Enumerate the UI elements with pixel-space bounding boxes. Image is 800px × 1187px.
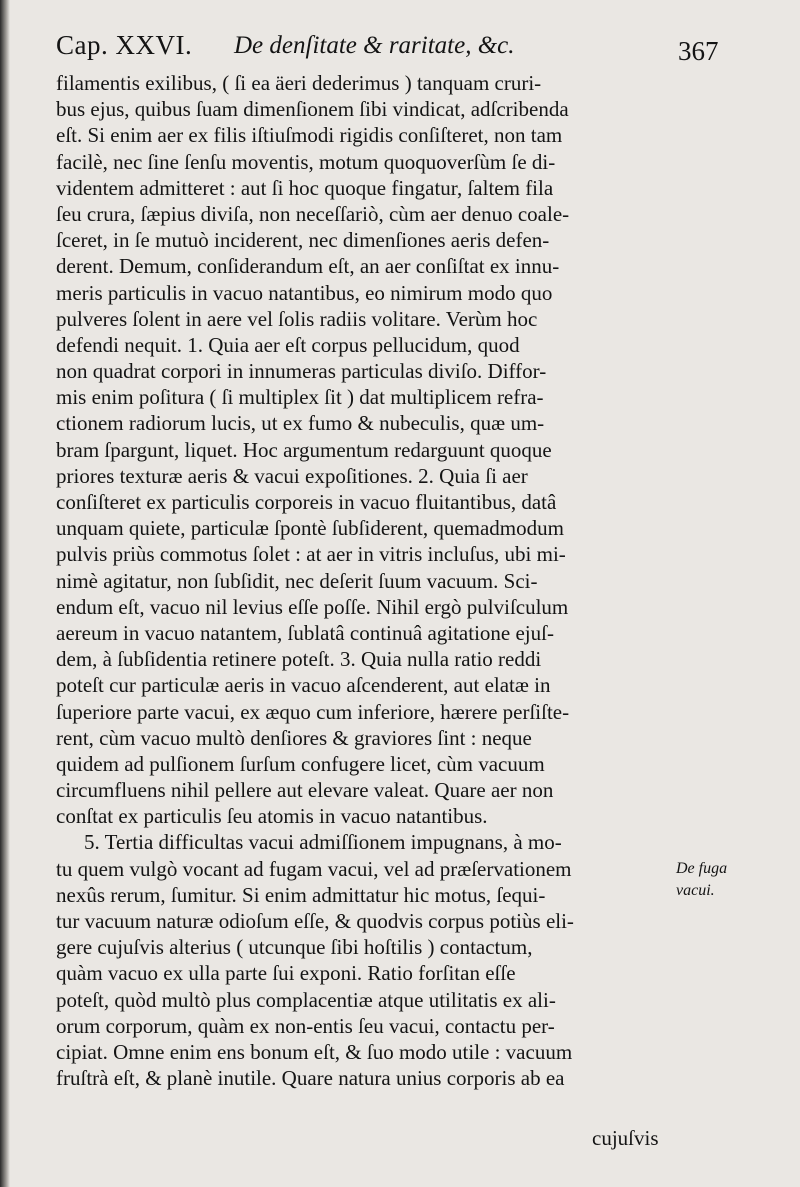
text-line: non quadrat corpori in innumeras particulas diviſo. Diffor- — [56, 359, 547, 384]
chapter-label: Cap. XXVI. — [56, 30, 193, 60]
marginal-note-line: De fuga — [676, 860, 728, 877]
paragraph-line: tur vacuum naturæ odioſum eſſe, & quodvis corpus potiùs eli- — [56, 909, 574, 933]
marginal-note-line: vacui. — [676, 882, 715, 899]
running-title: De denſitate & raritate, &c. — [234, 32, 515, 59]
text-line: priores texturæ aeris & vacui expoſitiones. 2. Quia ſi aer — [56, 463, 528, 488]
paragraph-line: orum corporum, quàm ex non-entis ſeu vacui, contactu per- — [56, 1013, 555, 1038]
text-line: derent. Demum, conſiderandum eſt, an aer conſiſtat ex innu- — [56, 254, 560, 279]
text-line: poteſt cur particulæ aeris in vacuo aſcenderent, aut elatæ in — [56, 673, 551, 698]
text-line: aereum in vacuo natantem, ſublatâ continuâ agitatione ejuſ- — [56, 620, 554, 645]
text-line: mis enim poſitura ( ſi multiplex ſit ) dat multiplicem refra- — [56, 385, 544, 410]
paragraph-line: nexûs rerum, ſumitur. Si enim admittatur hic motus, ſequi- — [56, 882, 546, 907]
paragraph-line: gere cujuſvis alterius ( utcunque ſibi hoſtilis ) contactum, — [56, 935, 533, 960]
text-line: facilè, nec ſine ſenſu moventis, motum quoquoverſùm ſe di- — [56, 149, 556, 174]
text-line: ctionem radiorum lucis, ut ex fumo & nubeculis, quæ um- — [56, 411, 545, 436]
paragraph-line: quàm vacuo ex ulla parte ſui exponi. Ratio forſitan eſſe — [56, 961, 516, 986]
paragraph-line: cipiat. Omne enim ens bonum eſt, & ſuo modo utile : vacuum — [56, 1039, 573, 1064]
text-line: ſeu crura, ſæpius diviſa, non neceſſariò, cùm aer denuo coale- — [56, 201, 570, 226]
text-line: dem, à ſubſidentia retinere poteſt. 3. Quia nulla ratio reddi — [56, 647, 542, 672]
paragraph-line: fruſtrà eſt, & planè inutile. Quare natura unius corporis ab ea — [56, 1066, 565, 1091]
text-line: quidem ad pulſionem ſurſum confugere licet, cùm vacuum — [56, 751, 545, 776]
page-edge-shadow — [0, 0, 10, 1187]
text-line: bus ejus, quibus ſuam dimenſionem ſibi vindicat, adſcribenda — [56, 97, 569, 122]
text-line: filamentis exilibus, ( ſi ea äeri dederimus ) tanquam cruri- — [56, 71, 542, 95]
text-line: bram ſpargunt, liquet. Hoc argumentum redarguunt quoque — [56, 437, 552, 462]
main-text-block — [56, 70, 664, 1091]
paragraph-line: poteſt, quòd multò plus complacentiæ atque utilitatis ex ali- — [56, 987, 556, 1012]
text-line: meris particulis in vacuo natantibus, eo nimirum modo quo — [56, 280, 553, 305]
paragraph-line: 5. Tertia difficultas vacui admiſſionem impugnans, à mo- — [84, 830, 562, 855]
text-line: defendi nequit. 1. Quia aer eſt corpus pellucidum, quod — [56, 332, 520, 357]
text-line: conſiſteret ex particulis corporeis in vacuo fluitantibus, datâ — [56, 490, 557, 514]
text-line: ſuperiore parte vacui, ex æquo cum inferiore, hærere perſiſte- — [56, 699, 570, 724]
page-number: 367 — [678, 36, 719, 66]
text-line: circumfluens nihil pellere aut elevare valeat. Quare aer non — [56, 778, 554, 803]
text-line: eſt. Si enim aer ex filis iſtiuſmodi rigidis conſiſteret, non tam — [56, 123, 563, 148]
text-line: endum eſt, vacuo nil levius eſſe poſſe. Nihil ergò pulviſculum — [56, 594, 569, 619]
paragraph-line: tu quem vulgò vocant ad fugam vacui, vel ad præſervationem — [56, 856, 572, 881]
text-line: videntem admitteret : aut ſi hoc quoque fingatur, ſaltem fila — [56, 175, 554, 200]
marginal-note — [676, 858, 791, 902]
text-line: conſtat ex particulis ſeu atomis in vacuo natantibus. — [56, 804, 488, 829]
text-line: ſceret, in ſe mutuò inciderent, nec dimenſiones aeris defen- — [56, 228, 550, 253]
text-line: unquam quiete, particulæ ſpontè ſubſiderent, quemadmodum — [56, 516, 564, 541]
catchword: cujuſvis — [592, 1126, 659, 1150]
text-line: rent, cùm vacuo multò denſiores & graviores ſint : neque — [56, 725, 532, 750]
text-line: pulvis priùs commotus ſolet : at aer in vitris incluſus, ubi mi- — [56, 542, 566, 567]
text-line: pulveres ſolent in aere vel ſolis radiis volitare. Verùm hoc — [56, 306, 538, 331]
running-head — [56, 24, 756, 68]
text-line: nimè agitatur, non ſubſidit, nec deſerit ſuum vacuum. Sci- — [56, 568, 538, 593]
